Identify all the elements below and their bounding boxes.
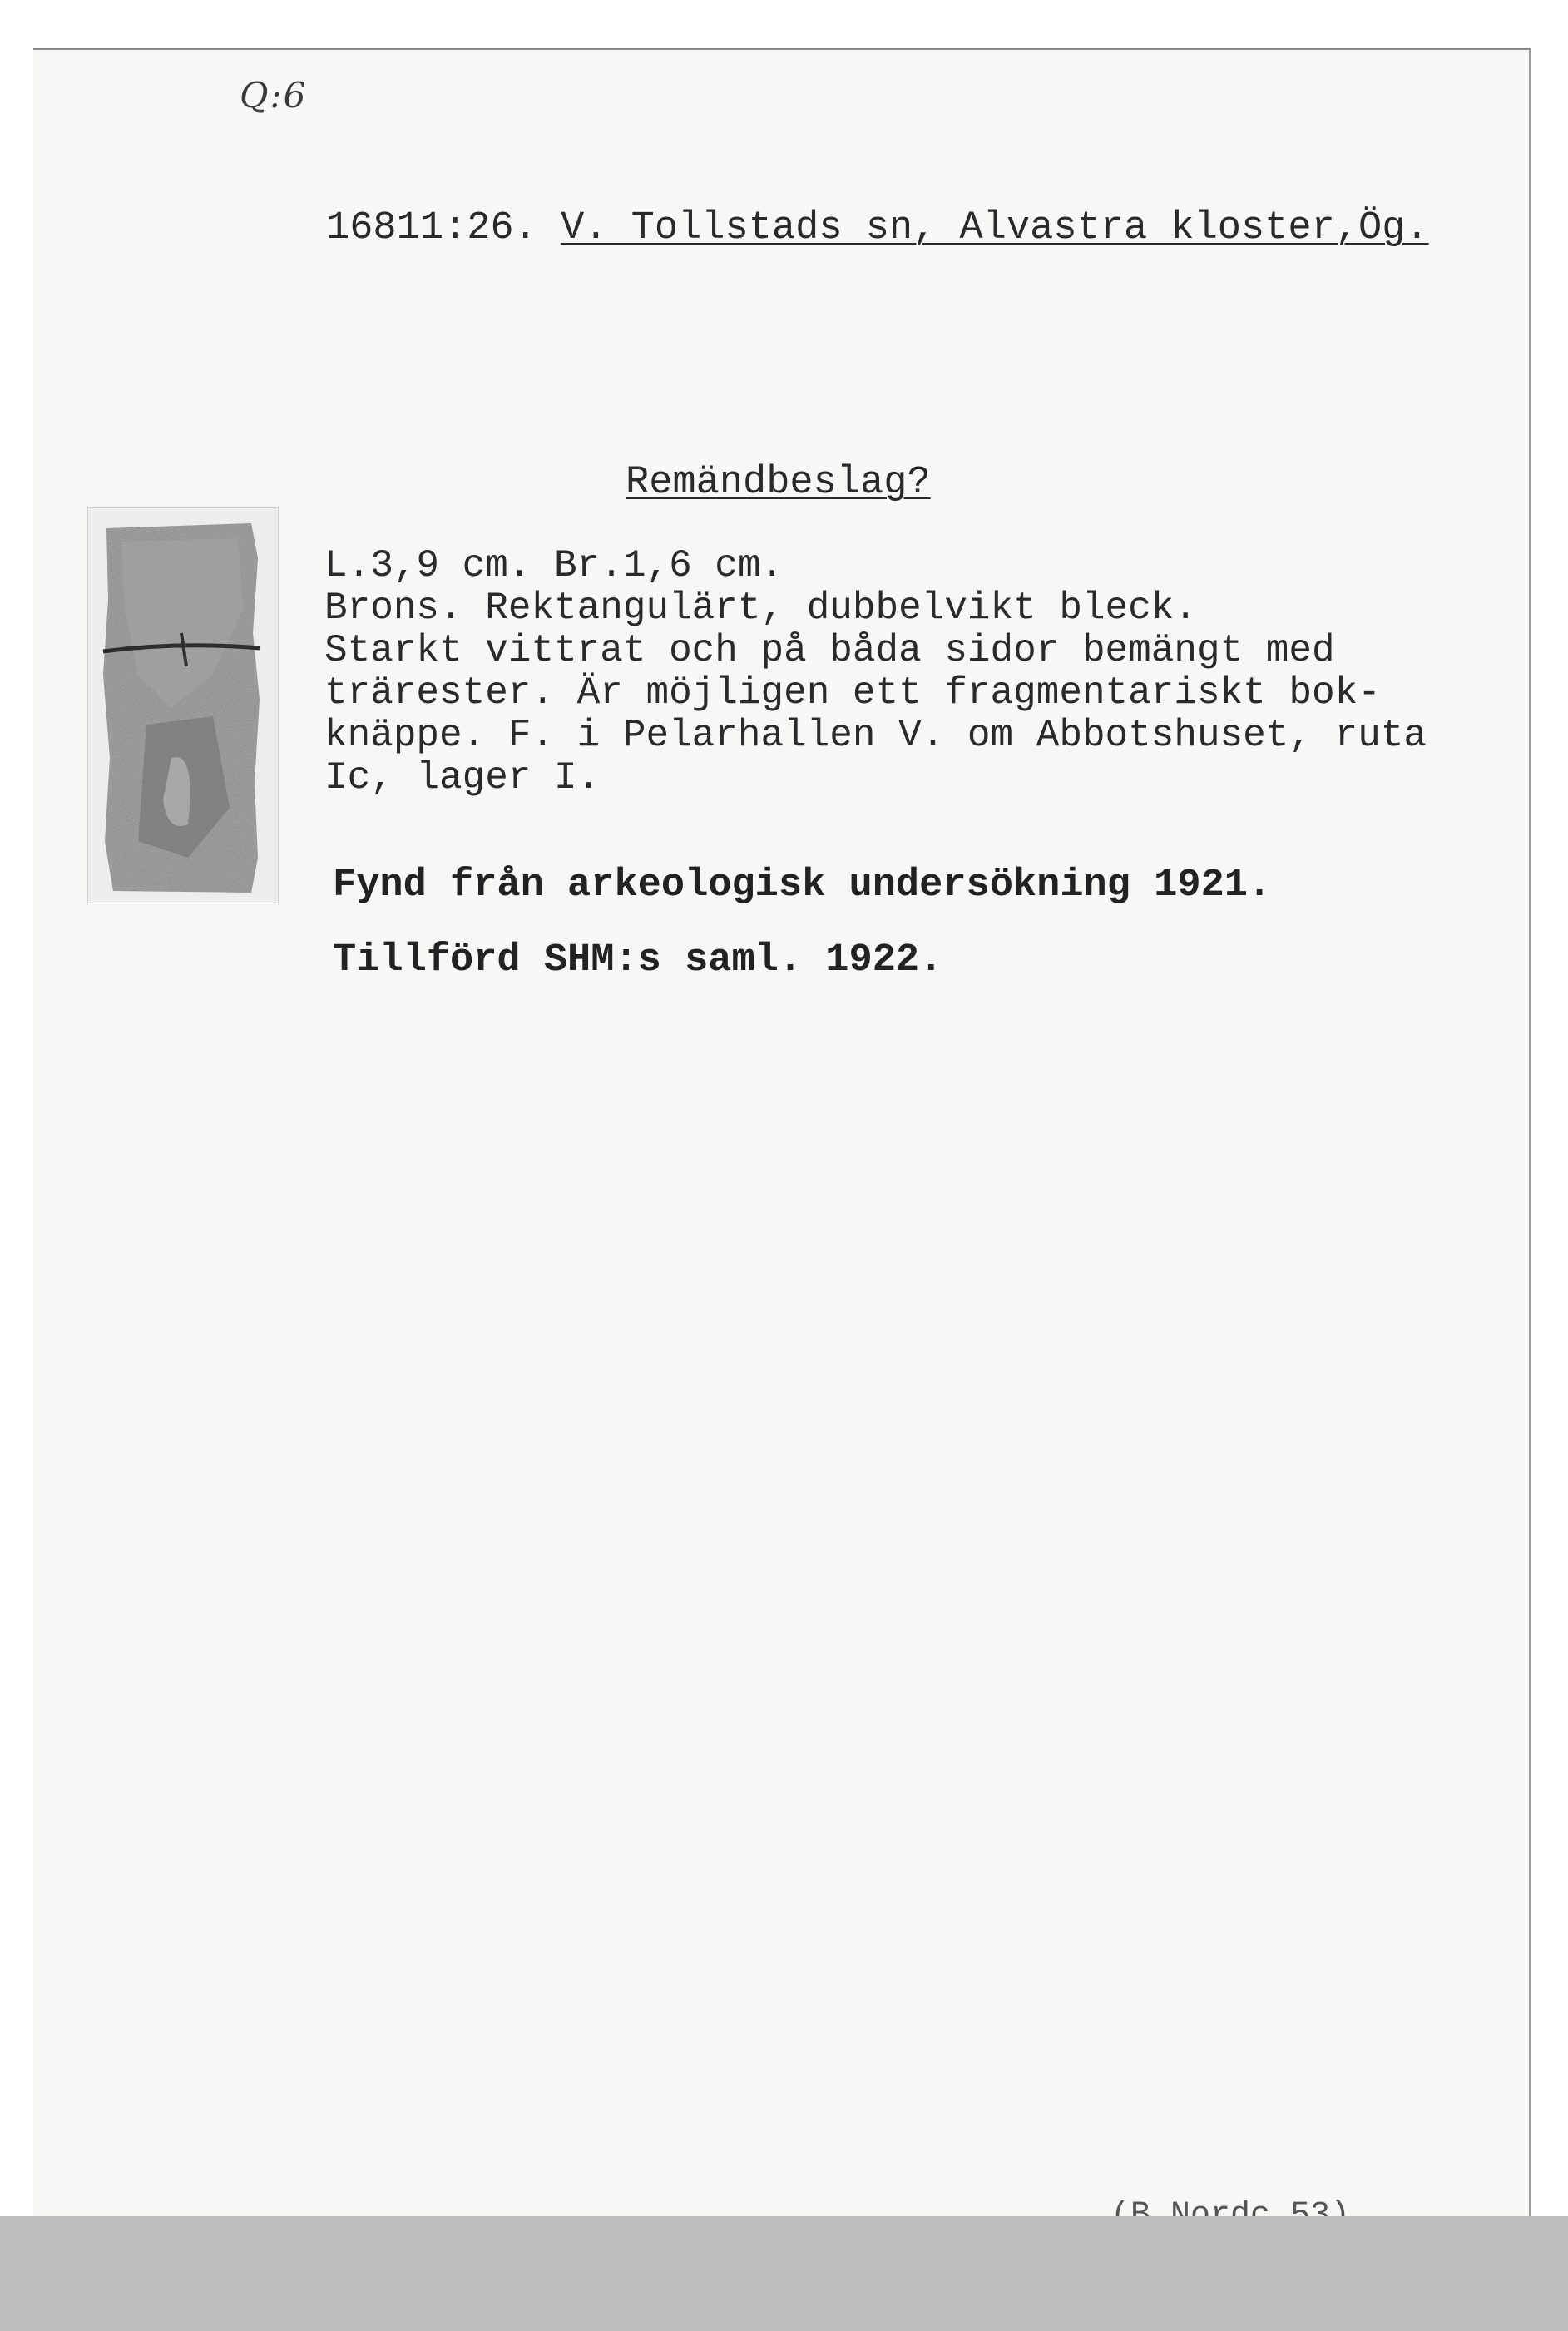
card-heading <box>326 206 1429 250</box>
description-line: Ic, lager I. <box>324 756 601 799</box>
find-line: Fynd från arkeologisk undersökning 1921. <box>333 864 1272 908</box>
description-line: Starkt vittrat och på båda sidor bemängt med <box>324 629 1335 672</box>
find-line: Tillförd SHM:s saml. 1922. <box>333 938 943 982</box>
footer-note <box>1110 2200 1350 2216</box>
artifact-photo <box>87 507 279 903</box>
object-title: Remändbeslag? <box>626 461 931 505</box>
find-information <box>333 849 1271 998</box>
find-location: V. Tollstads sn, Alvastra kloster,Ög. <box>561 206 1429 250</box>
pencil-mark: Q:6 <box>240 75 308 116</box>
catalog-card <box>33 48 1531 2221</box>
scan-bottom-band <box>0 2216 1568 2331</box>
inventory-number: 16811:26. <box>326 206 537 250</box>
artifact-image <box>88 508 278 903</box>
description-line: L.3,9 cm. Br.1,6 cm. <box>324 544 784 587</box>
object-description <box>324 545 1427 799</box>
description-line: knäppe. F. i Pelarhallen V. om Abbotshuset, ruta <box>324 714 1427 757</box>
description-line: Brons. Rektangulärt, dubbelvikt bleck. <box>324 586 1197 630</box>
description-line: trärester. Är möjligen ett fragmentariskt bok- <box>324 671 1381 715</box>
